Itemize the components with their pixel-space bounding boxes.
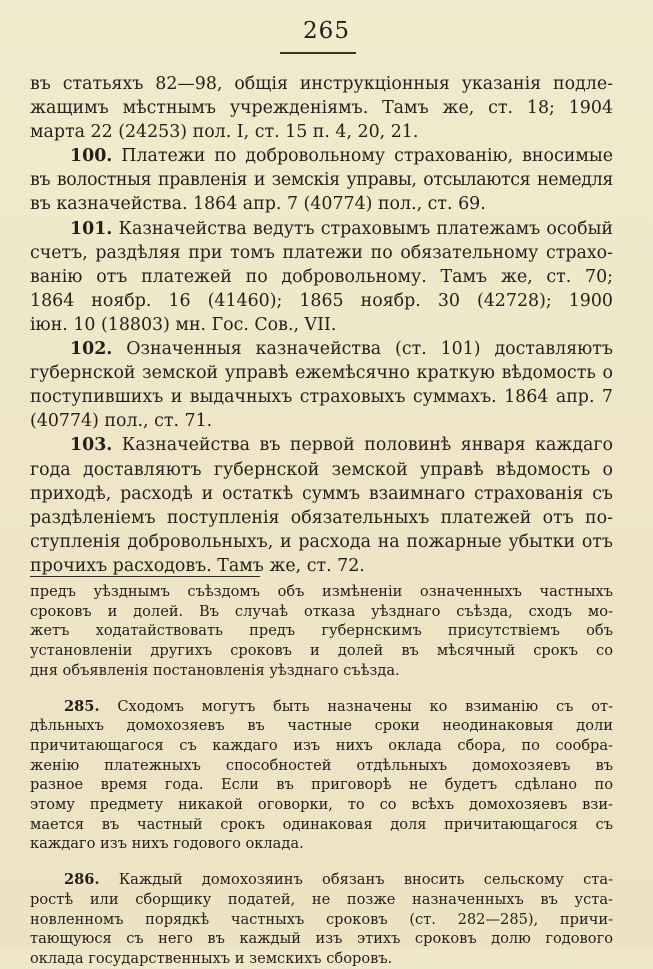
text-line xyxy=(30,361,613,385)
text-line xyxy=(30,96,613,120)
line-text: прочихъ расходовъ. Тамъ же, ст. 72. xyxy=(30,555,365,576)
article-number: 285. xyxy=(64,697,100,715)
line-text: счетъ, раздѣляя при томъ платежи по обязательному страхо- xyxy=(30,242,613,263)
note-line xyxy=(30,929,613,949)
line-text: (40774) пол., ст. 71. xyxy=(30,411,213,432)
text-line xyxy=(30,337,613,361)
line-text: причитающагося съ каждаго изъ нихъ оклада сбора, по сообра- xyxy=(30,736,613,754)
line-text: жащимъ мѣстнымъ учрежденіямъ. Тамъ же, ст. 18; 1904 xyxy=(30,98,613,119)
text-line xyxy=(30,409,613,433)
text-line xyxy=(30,144,613,168)
line-text: въ казначейства. 1864 апр. 7 (40774) пол., ст. 69. xyxy=(30,194,486,215)
text-line xyxy=(30,554,613,578)
note-line xyxy=(30,870,613,890)
line-text: 1864 ноябр. 16 (41460); 1865 ноябр. 30 (42728); 1900 xyxy=(30,290,613,311)
line-text: Платежи по добровольному страхованію, вносимые xyxy=(121,146,613,167)
line-text: Каждый домохозяинъ обязанъ вносить сельскому ста- xyxy=(118,871,614,889)
note-line xyxy=(30,834,613,854)
note-line xyxy=(30,582,613,602)
line-text: приходѣ, расходѣ и остаткѣ суммъ взаимнаго страхованія съ xyxy=(30,483,613,504)
paragraph-gap xyxy=(30,854,613,870)
line-text: года доставляютъ губернской земской управѣ вѣдомость о xyxy=(30,459,613,480)
line-text: губернской земской управѣ ежемѣсячно краткую вѣдомость о xyxy=(30,363,613,384)
text-line xyxy=(30,530,613,554)
text-line xyxy=(30,192,613,216)
note-line xyxy=(30,716,613,736)
line-text: сроковъ и долей. Въ случаѣ отказа уѣзднаго съѣзда, сходъ мо- xyxy=(30,602,613,620)
line-text: поступившихъ и выдачныхъ страховыхъ суммахъ. 1864 апр. 7 xyxy=(30,387,613,408)
note-line xyxy=(30,890,613,910)
footnote-divider xyxy=(30,576,260,577)
page-number: 265 xyxy=(303,18,350,44)
line-text: Сходомъ могутъ быть назначены ко взиманію съ от- xyxy=(117,697,613,715)
line-text: Означенныя казначейства (ст. 101) доставляютъ xyxy=(126,339,613,360)
note-line xyxy=(30,736,613,756)
note-line xyxy=(30,697,613,717)
article-number: 102. xyxy=(70,339,113,360)
line-text: марта 22 (24253) пол. I, ст. 15 п. 4, 20, 21. xyxy=(30,122,419,143)
line-text: оклада государственныхъ и земскихъ сборовъ. xyxy=(30,949,393,967)
line-text: дня объявленія постановленія уѣзднаго съѣзда. xyxy=(30,661,400,679)
note-line xyxy=(30,756,613,776)
text-line xyxy=(30,313,613,337)
line-text: предъ уѣзднымъ съѣздомъ объ измѣненіи означенныхъ частныхъ xyxy=(30,583,613,600)
note-line xyxy=(30,621,613,641)
line-text: тающуюся съ него въ каждый изъ этихъ сроковъ долю годового xyxy=(30,930,613,948)
line-text: жетъ ходатайствовать предъ губернскимъ присутствіемъ объ xyxy=(30,622,613,640)
line-text: раздѣленіемъ поступленія обязательныхъ платежей отъ по- xyxy=(30,507,613,528)
line-text: Казначейства въ первой половинѣ января каждаго xyxy=(121,435,613,456)
line-text: женію платежныхъ способностей отдѣльныхъ домохозяевъ въ xyxy=(30,756,613,774)
line-text: каждаго изъ нихъ годового оклада. xyxy=(30,835,304,853)
note-line xyxy=(30,910,613,930)
text-line xyxy=(30,385,613,409)
page-number-rule xyxy=(280,52,356,54)
article-number: 101. xyxy=(70,218,113,239)
line-text: дѣльныхъ домохозяевъ въ частные сроки неодинаковыя доли xyxy=(30,717,613,735)
note-line xyxy=(30,641,613,661)
text-line xyxy=(30,458,613,482)
text-line xyxy=(30,433,613,457)
text-line xyxy=(30,506,613,530)
text-line xyxy=(30,265,613,289)
text-line xyxy=(30,168,613,192)
line-text: ступленія добровольныхъ, и расхода на пожарные убытки отъ xyxy=(30,531,613,552)
note-line xyxy=(30,602,613,622)
line-text: установленіи другихъ сроковъ и долей въ мѣсячный срокъ со xyxy=(30,642,613,660)
line-text: этому предмету никакой оговорки, то со всѣхъ домохозяевъ взи- xyxy=(30,796,613,814)
line-text: іюн. 10 (18803) мн. Гос. Сов., VII. xyxy=(30,314,337,335)
main-text xyxy=(30,72,613,578)
paragraph-gap xyxy=(30,681,613,697)
text-line xyxy=(30,72,613,96)
line-text: ванію отъ платежей по добровольному. Тамъ же, ст. 70; xyxy=(30,266,613,287)
continuation-text xyxy=(30,582,613,969)
line-text: новленномъ порядкѣ частныхъ сроковъ (ст. 282—285), причи- xyxy=(30,910,613,928)
line-text: въ статьяхъ 82—98, общія инструкціонныя указанія подле- xyxy=(30,74,613,94)
note-line xyxy=(30,949,613,969)
note-line xyxy=(30,775,613,795)
article-number: 103. xyxy=(70,435,113,456)
article-number: 286. xyxy=(64,871,100,889)
line-text: мается въ частный срокъ одинаковая доля причитающагося съ xyxy=(30,815,613,833)
line-text: Казначейства ведутъ страховымъ платежамъ особый xyxy=(118,218,613,239)
text-line xyxy=(30,482,613,506)
note-line xyxy=(30,815,613,835)
line-text: разное время года. Если въ приговорѣ не будетъ сдѣлано по xyxy=(30,776,613,794)
text-line xyxy=(30,241,613,265)
note-line xyxy=(30,661,613,681)
note-line xyxy=(30,795,613,815)
line-text: ростѣ или сборщику податей, не позже назначенныхъ въ уста- xyxy=(30,890,613,908)
article-number: 100. xyxy=(70,146,113,167)
line-text: въ волостныя правленія и земскія управы, отсылаются немедля xyxy=(30,170,613,191)
text-line xyxy=(30,120,613,144)
text-line xyxy=(30,217,613,241)
text-line xyxy=(30,289,613,313)
